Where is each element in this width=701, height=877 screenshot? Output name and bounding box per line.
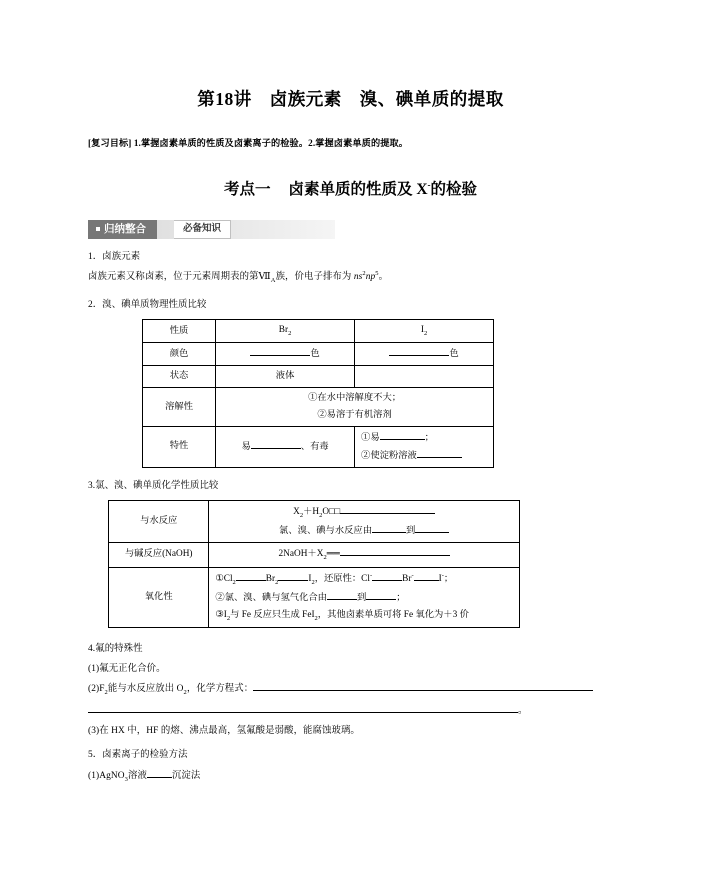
- section4-item-1: (1)氟无正化合价。: [88, 663, 166, 674]
- page-title: [0, 0, 701, 111]
- cell-label-color: 颜色: [143, 343, 216, 366]
- f2-prefix: (2)F: [88, 684, 105, 695]
- x-symbol: X: [293, 507, 300, 518]
- cell-header-i2: [355, 320, 494, 343]
- water-trend-prefix: 氯、溴、碘与水反应由: [279, 526, 373, 537]
- char-br-prefix: 易: [241, 441, 251, 452]
- table-row-color: [143, 343, 494, 366]
- fill-blank[interactable]: [369, 571, 402, 581]
- o-symbol: O: [322, 507, 330, 518]
- f2-subscript: 2: [104, 689, 108, 697]
- cell-characteristics-br2: [216, 426, 355, 467]
- section3-heading: 3.氯、溴、碘单质化学性质比较: [88, 480, 219, 491]
- formula-ns: ns: [353, 272, 363, 283]
- cell-label-characteristics: 特性: [143, 426, 216, 467]
- badge-dark-label: 归纳整合: [104, 223, 146, 235]
- fill-blank[interactable]: [88, 703, 518, 713]
- i-ion: I: [438, 573, 442, 584]
- solution-label: 溶液: [128, 770, 147, 781]
- water-trend-line: [213, 523, 515, 539]
- color-suffix: 色: [310, 349, 320, 360]
- h2-reaction-mid: 到: [356, 592, 367, 603]
- cell-solubility-content: [216, 388, 494, 427]
- i-charge: -: [441, 571, 444, 579]
- fill-blank[interactable]: [251, 439, 301, 449]
- cell-color-br2: [216, 343, 355, 366]
- char-i-suffix: ；: [424, 432, 434, 443]
- section-heading-kaodian: [0, 150, 701, 199]
- section1-text: [88, 269, 701, 286]
- badge-bibei-zhishi: [174, 220, 231, 239]
- cell-characteristics-i2: [355, 426, 494, 467]
- fill-blank[interactable]: [366, 590, 396, 600]
- badge-guina-zhenghe: [88, 220, 157, 239]
- h2-reaction-prefix: ②氯、溴、碘与氢气化合由: [215, 592, 327, 603]
- fei2-subscript: 2: [314, 614, 318, 622]
- i-subscript: 2: [311, 578, 315, 586]
- fill-blank[interactable]: [250, 346, 310, 356]
- cell-header-property: 性质: [143, 320, 216, 343]
- section2-heading: 2．溴、碘单质物理性质比较: [88, 299, 207, 310]
- i-symbol: I: [420, 325, 424, 336]
- body-content: [0, 250, 701, 312]
- cell-header-br2: [216, 320, 355, 343]
- chemical-properties-table: [108, 500, 520, 628]
- i2-subscript: 2: [226, 614, 231, 622]
- fill-blank[interactable]: [389, 346, 449, 356]
- title-subtitle: 溴、碘单质的提取: [359, 89, 504, 109]
- table-row-base-reaction: [109, 543, 520, 567]
- kaodian-title-pre: 卤素单质的性质及 X: [288, 180, 428, 198]
- table-row-characteristics: [143, 426, 494, 467]
- physical-properties-table: [142, 319, 494, 468]
- table-row-state: [143, 366, 494, 388]
- bullet-square-icon: [96, 227, 100, 231]
- fill-blank[interactable]: [417, 448, 462, 458]
- fill-blank[interactable]: [340, 546, 450, 556]
- oxidizing-line-3: [215, 608, 515, 624]
- cell-label-state: 状态: [143, 366, 216, 388]
- body-content-3: [0, 642, 701, 785]
- section4-item-2-continuation: [88, 703, 701, 719]
- br-subscript: 2: [275, 578, 279, 586]
- i2-symbol: ③I: [215, 609, 227, 620]
- br-symbol: Br: [265, 573, 276, 584]
- title-lesson-number: 第18讲: [197, 89, 252, 109]
- fill-blank[interactable]: [340, 504, 435, 514]
- oxidizing-line-1: [215, 571, 515, 588]
- line1-terminator: ；: [443, 573, 454, 584]
- section1-text-end: 。: [378, 272, 389, 283]
- char-i-line2-prefix: ②使淀粉溶液: [361, 450, 417, 461]
- cl-charge: -: [369, 571, 373, 579]
- section4-item-3: (3)在 HX 中，HF 的熔、沸点最高，氢氟酸是弱酸，能腐蚀玻璃。: [88, 725, 360, 736]
- cell-label-oxidizing: 氧化性: [109, 567, 209, 627]
- badge-light-label: 必备知识: [183, 223, 222, 234]
- x-subscript: 2: [323, 554, 327, 562]
- table-row-water-reaction: [109, 501, 520, 543]
- char-i-line-1: [361, 430, 489, 446]
- cl-symbol: ①Cl: [215, 573, 233, 584]
- br-charge: -: [411, 571, 414, 579]
- table-row-header: [143, 320, 494, 343]
- cell-base-reaction-content: [209, 543, 520, 567]
- body-content-2: [0, 479, 701, 494]
- naoh-equation-prefix: 2NaOH＋X: [278, 549, 324, 560]
- water-trend-mid: 到: [406, 526, 416, 537]
- fill-blank[interactable]: [147, 768, 172, 778]
- cell-label-base-reaction: 与碱反应(NaOH): [109, 543, 209, 567]
- agno3-subscript: 3: [124, 775, 128, 783]
- h-subscript: 2: [319, 512, 323, 520]
- fill-blank[interactable]: [415, 523, 449, 533]
- section5-heading: 5．卤素离子的检验方法: [88, 750, 188, 761]
- formula-np: np: [365, 272, 376, 283]
- review-objectives: [复习目标] 1.掌握卤素单质的性质及卤素离子的检验。2.掌握卤素单质的提取。: [88, 138, 409, 148]
- fill-blank[interactable]: [414, 571, 439, 581]
- cl-subscript: 2: [232, 578, 236, 586]
- equals-sign: ══: [326, 549, 340, 560]
- br-ion: Br: [402, 573, 412, 584]
- solubility-line-1: ①在水中溶解度不大；: [308, 393, 402, 404]
- table-row-oxidizing: [109, 567, 520, 627]
- color-suffix: 色: [449, 349, 459, 360]
- char-i-line-2: [361, 448, 489, 464]
- br-symbol: Br: [278, 325, 289, 336]
- agno3-prefix: (1)AgNO: [88, 770, 125, 781]
- formula-np-exponent: 5: [375, 270, 379, 278]
- title-main: 卤族元素: [269, 89, 342, 109]
- cell-water-reaction-content: [209, 501, 520, 543]
- x-subscript: 2: [299, 512, 304, 520]
- cell-label-solubility: 溶解性: [143, 388, 216, 427]
- fill-blank[interactable]: [278, 571, 308, 581]
- fill-blank[interactable]: [236, 571, 266, 581]
- cell-label-water-reaction: 与水反应: [109, 501, 209, 543]
- fe-oxidation-text: ，其他卤素单质可将 Fe 氧化为＋3 价: [317, 609, 469, 620]
- equation-label: ，化学方程式：: [186, 684, 254, 695]
- water-equation: [213, 504, 515, 521]
- section1-text-mid: 族，价电子排布为: [275, 272, 354, 283]
- kaodian-label: 考点一: [223, 180, 271, 198]
- fill-blank[interactable]: [253, 681, 593, 691]
- fill-blank[interactable]: [380, 430, 425, 440]
- section4-item-2: [88, 681, 701, 698]
- fill-blank[interactable]: [372, 523, 406, 533]
- fill-blank[interactable]: [327, 590, 357, 600]
- i-subscript: 2: [423, 329, 428, 337]
- char-i-prefix: ①易: [361, 432, 380, 443]
- o2-subscript: 2: [183, 689, 187, 697]
- line2-terminator: ；: [396, 592, 406, 603]
- cell-oxidizing-content: [209, 567, 520, 627]
- section4-heading: 4.氟的特殊性: [88, 644, 143, 655]
- cell-state-i2: [355, 366, 494, 388]
- section1-heading: 1．卤族元素: [88, 251, 141, 262]
- solubility-line-2: ②易溶于有机溶剂: [317, 409, 392, 420]
- kaodian-title-post: 的检验: [430, 180, 478, 198]
- br-subscript: 2: [288, 329, 292, 337]
- fe-reaction-text: 与 Fe 反应只生成 FeI: [230, 609, 315, 620]
- f2-water-text: 能与水反应放出 O: [107, 684, 184, 695]
- reversible-arrow-glyph: □□: [329, 507, 341, 518]
- section5-item-1: [88, 768, 701, 785]
- section1-group-subscript: A: [270, 277, 276, 285]
- cell-color-i2: [355, 343, 494, 366]
- trailing-period: 。: [518, 706, 528, 717]
- i-symbol: I: [308, 573, 312, 584]
- char-br-suffix: 、有毒: [300, 441, 329, 452]
- cell-state-br2: 液体: [216, 366, 355, 388]
- table-row-solubility: [143, 388, 494, 427]
- formula-ns-exponent: 2: [362, 270, 366, 278]
- kaodian-title-superscript: -: [427, 179, 431, 190]
- reducing-label: ，还原性：Cl: [314, 573, 370, 584]
- oxidizing-line-2: [215, 590, 515, 606]
- precipitation-method-label: 沉淀法: [171, 770, 201, 781]
- knowledge-badge-bar: [88, 220, 335, 239]
- section1-text-pre: 卤族元素又称卤素，位于元素周期表的第Ⅶ: [88, 272, 271, 283]
- plus-h: ＋H: [303, 507, 320, 518]
